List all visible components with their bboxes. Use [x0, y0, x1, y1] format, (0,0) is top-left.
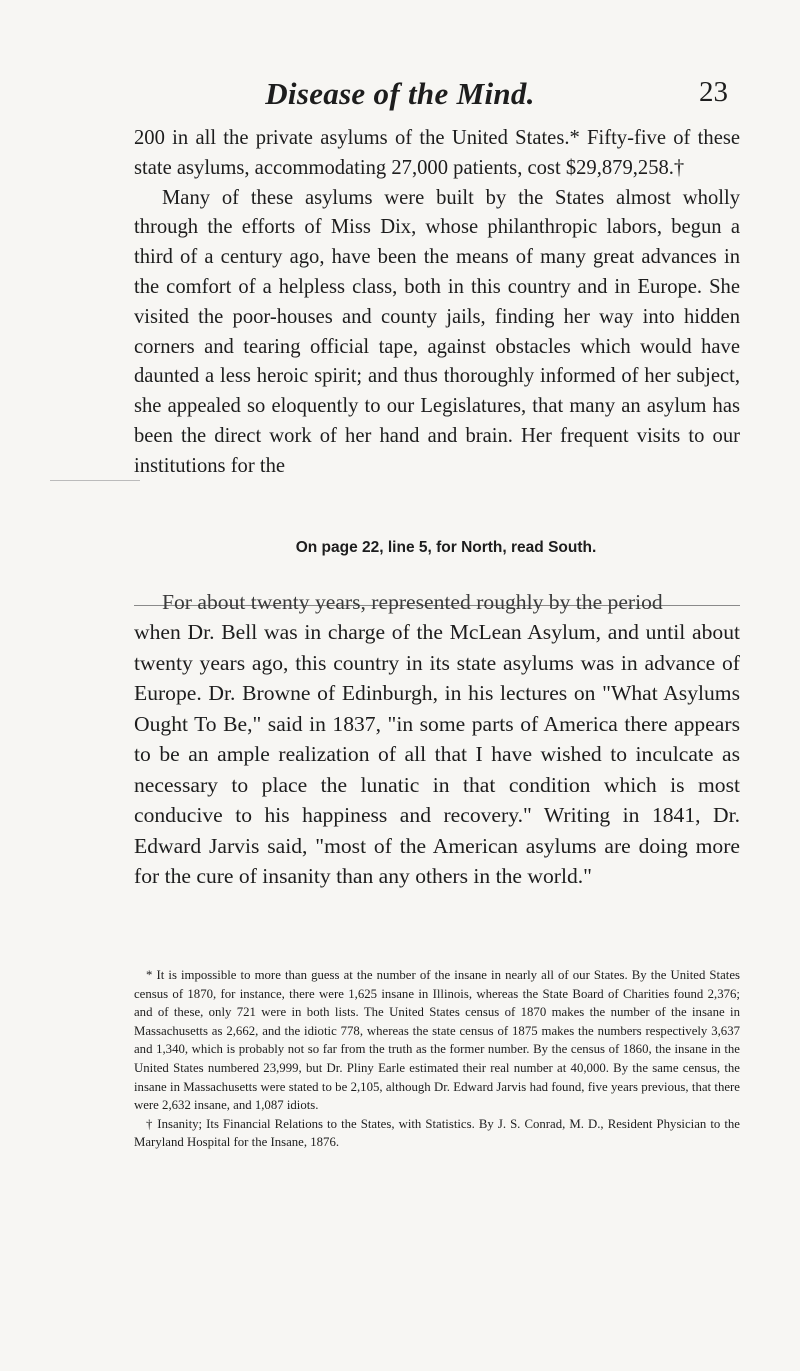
running-title: Disease of the Mind.	[265, 76, 535, 111]
body-text-bottom	[134, 587, 740, 892]
footnote-asterisk: * It is impossible to more than guess at the number of the insane in nearly all of our States. By the United States census of 1870, for instance, there were 1,625 insane in Illinois, whereas the State Board of Charities found 2,376; and of these, only 721 were in both lists. The United States census of 1870 makes the number of the insane in Massachusetts as 2,662, and the idiotic 778, whereas the state census of 1875 makes the numbers respectively 3,637 and 1,340, which is probably not so far from the truth as the former number. By the census of 1860, the insane in the United States numbered 23,999, but Dr. Pliny Earle estimated their real number at 40,000. By the same census, the insane in Massachusetts were stated to be 2,105, although Dr. Edward Jarvis had found, five years previous, that there were 2,632 insane, and 1,087 idiots.	[134, 968, 740, 1113]
margin-mark	[50, 480, 140, 481]
paragraph-twenty-years: when Dr. Bell was in charge of the McLean Asylum, and until about twenty years ago, this country in its state asylums was in advance of Europe. Dr. Browne of Edinburgh, in his lectures on "What Asylums Ought To Be," said in 1837, "in some parts of America there appears to be an ample realization of all that I have wished to inculcate as necessary to place the lunatic in that condition which is most conducive to his happiness and recovery." Writing in 1841, Dr. Edward Jarvis said, "most of the American asylums are doing more for the cure of insanity than any others in the world."	[134, 620, 740, 888]
paragraph-continued: 200 in all the private asylums of the United States.* Fifty-five of these state asylums, accommodating 27,000 patients, cost $29,879,258.†	[134, 127, 740, 179]
partially-covered-line: For about twenty years, represented roughly by the period	[162, 590, 663, 614]
page-number: 23	[699, 76, 728, 108]
body-text-top	[134, 124, 740, 482]
footnote-dagger: † Insanity; Its Financial Relations to the States, with Statistics. By J. S. Conrad, M. D., Resident Physician to the Maryland Hospital for the Insane, 1876.	[134, 1116, 740, 1150]
paragraph-miss-dix: Many of these asylums were built by the States almost wholly through the efforts of Miss Dix, whose philanthropic labors, begun a third of a century ago, have been the means of many great advances in the comfort of a helpless class, both in this country and in Europe. She visited the poor-houses and county jails, finding her way into hidden corners and tearing official tape, against obstacles which would have daunted a less heroic spirit; and thus thoroughly informed of her subject, she appealed so eloquently to our Legislatures, that many an asylum has been the direct work of her hand and brain. Her frequent visits to our institutions for the	[134, 186, 740, 477]
errata-slip: On page 22, line 5, for North, read South.	[295, 539, 597, 556]
footnotes	[134, 966, 740, 1152]
running-head	[0, 76, 800, 116]
